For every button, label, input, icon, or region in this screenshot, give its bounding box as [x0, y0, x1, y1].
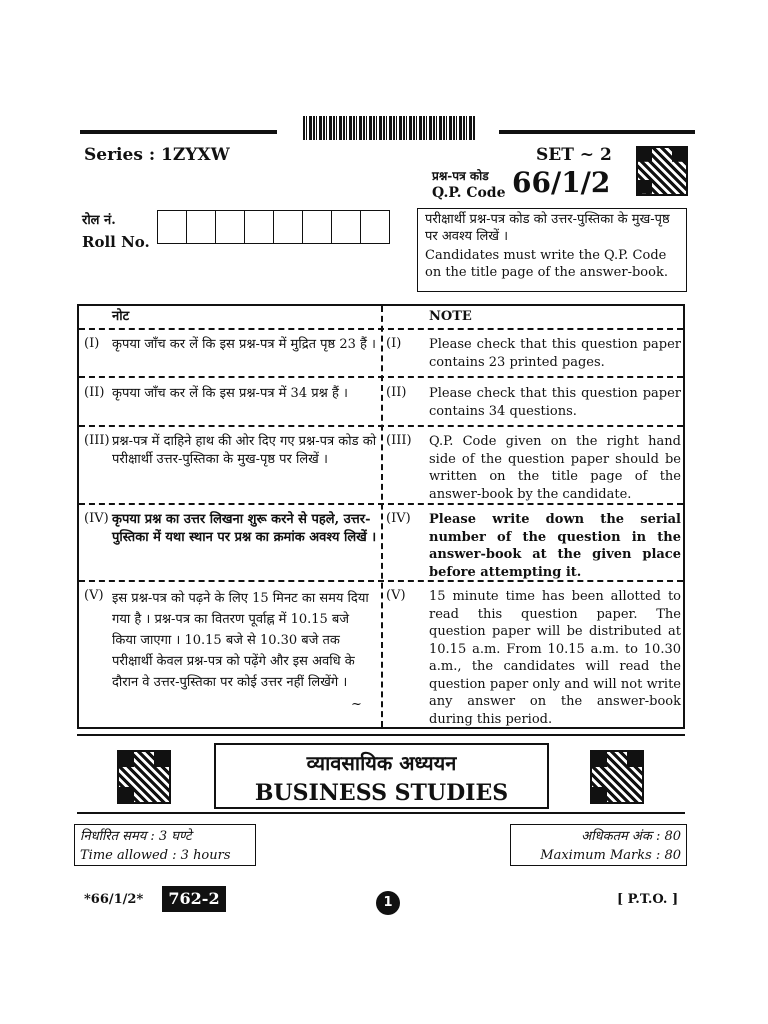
time-allowed-hindi: निर्धारित समय : 3 घण्टे	[80, 829, 192, 844]
notes-row-divider	[79, 503, 683, 505]
pto-label: [ P.T.O. ]	[617, 892, 679, 907]
maximum-marks: Maximum Marks : 80	[540, 848, 681, 863]
qr-code-icon	[636, 146, 688, 196]
note-hindi: कृपया प्रश्न का उत्तर लिखना शुरू करने से पहले, उत्तर-पुस्तिका में यथा स्थान पर प्रश्न का क्रमांक अवश्य लिखें ।	[112, 512, 377, 545]
series-label: Series : 1ZYXW	[84, 145, 230, 165]
notes-row-divider	[79, 425, 683, 427]
footer-qp-code: *66/1/2*	[84, 892, 144, 907]
note-english: 15 minute time has been allotted to read this question paper. The question paper will be distributed at 10.15 a.m. From 10.15 a.m. to 10.30 a.m., the candidates will read the question paper only and will not write any answer on the answer-book during this period.	[429, 589, 681, 727]
note-number: (I)	[386, 336, 402, 351]
note-hindi: इस प्रश्न-पत्र को पढ़ने के लिए 15 मिनट का समय दिया गया है । प्रश्न-पत्र का वितरण पूर्वाह्न में 10.15 बजे किया जाएगा । 10.15 बजे से 10.30 बजे तक परीक्षार्थी केवल प्रश्न-पत्र को पढ़ेंगे और इस अवधि के दौरान वे उत्तर-पुस्तिका पर कोई उत्तर नहीं लिखेंगे ।	[112, 591, 369, 690]
tilde-mark: ~	[351, 697, 362, 712]
note-number: (V)	[84, 588, 104, 603]
maximum-marks-hindi: अधिकतम अंक : 80	[581, 829, 681, 844]
time-allowed-box	[74, 824, 256, 866]
note-english: Please check that this question paper contains 23 printed pages.	[429, 337, 681, 370]
subject-title-hindi: व्यावसायिक अध्ययन	[306, 751, 457, 775]
set-label: SET ~ 2	[536, 145, 612, 165]
notes-heading-hindi: नोट	[112, 309, 130, 324]
notes-row-divider	[79, 328, 683, 330]
subject-code-badge: 762-2	[162, 886, 226, 912]
divider-line	[77, 812, 685, 814]
roll-box[interactable]	[158, 211, 187, 243]
candidate-instruction-english: Candidates must write the Q.P. Code on the title page of the answer-book.	[425, 248, 668, 280]
roll-box[interactable]	[187, 211, 216, 243]
roll-box[interactable]	[216, 211, 245, 243]
qr-code-icon	[590, 750, 644, 804]
roll-box[interactable]	[274, 211, 303, 243]
note-number: (I)	[84, 336, 100, 351]
roll-number-label-hindi: रोल नं.	[82, 213, 116, 228]
roll-box[interactable]	[361, 211, 389, 243]
top-rule-left	[80, 130, 277, 134]
divider-line	[77, 734, 685, 736]
note-number: (II)	[84, 385, 105, 400]
candidate-instruction-hindi: परीक्षार्थी प्रश्न-पत्र कोड को उत्तर-पुस्तिका के मुख-पृष्ठ पर अवश्य लिखें ।	[425, 212, 670, 244]
maximum-marks-box	[510, 824, 687, 866]
qp-code-value: 66/1/2	[512, 166, 611, 199]
roll-number-boxes[interactable]	[157, 210, 390, 244]
note-number: (IV)	[386, 511, 411, 526]
qr-code-icon	[117, 750, 171, 804]
page-number: 1	[376, 891, 400, 915]
time-allowed: Time allowed : 3 hours	[80, 848, 231, 863]
roll-box[interactable]	[303, 211, 332, 243]
note-number: (III)	[386, 433, 412, 448]
qp-code-label: Q.P. Code	[432, 185, 506, 201]
note-hindi: कृपया जाँच कर लें कि इस प्रश्न-पत्र में मुद्रित पृष्ठ 23 हैं ।	[112, 337, 376, 352]
subject-title: BUSINESS STUDIES	[254, 780, 509, 806]
barcode-image	[303, 116, 475, 140]
notes-heading: NOTE	[429, 309, 472, 324]
note-hindi: कृपया जाँच कर लें कि इस प्रश्न-पत्र में 34 प्रश्न हैं ।	[112, 386, 348, 401]
roll-box[interactable]	[332, 211, 361, 243]
note-english: Please write down the serial number of the question in the answer-book at the given place before attempting it.	[429, 512, 681, 580]
roll-box[interactable]	[245, 211, 274, 243]
note-english: Please check that this question paper contains 34 questions.	[429, 386, 681, 419]
note-english: Q.P. Code given on the right hand side of the question paper should be written on the title page of the answer-book by the candidate.	[429, 434, 681, 502]
notes-row-divider	[79, 376, 683, 378]
notes-table	[77, 304, 685, 729]
note-number: (II)	[386, 385, 407, 400]
candidate-instruction-box	[417, 208, 687, 292]
note-number: (IV)	[84, 511, 109, 526]
note-number: (V)	[386, 588, 406, 603]
roll-number-label: Roll No.	[82, 233, 150, 251]
subject-title-box	[214, 743, 549, 809]
note-hindi: प्रश्न-पत्र में दाहिने हाथ की ओर दिए गए प्रश्न-पत्र कोड को परीक्षार्थी उत्तर-पुस्तिका के मुख-पृष्ठ पर लिखें ।	[112, 434, 377, 467]
note-number: (III)	[84, 433, 110, 448]
notes-divider	[381, 306, 383, 727]
top-rule-right	[499, 130, 695, 134]
qp-code-label-hindi: प्रश्न-पत्र कोड	[432, 169, 489, 183]
